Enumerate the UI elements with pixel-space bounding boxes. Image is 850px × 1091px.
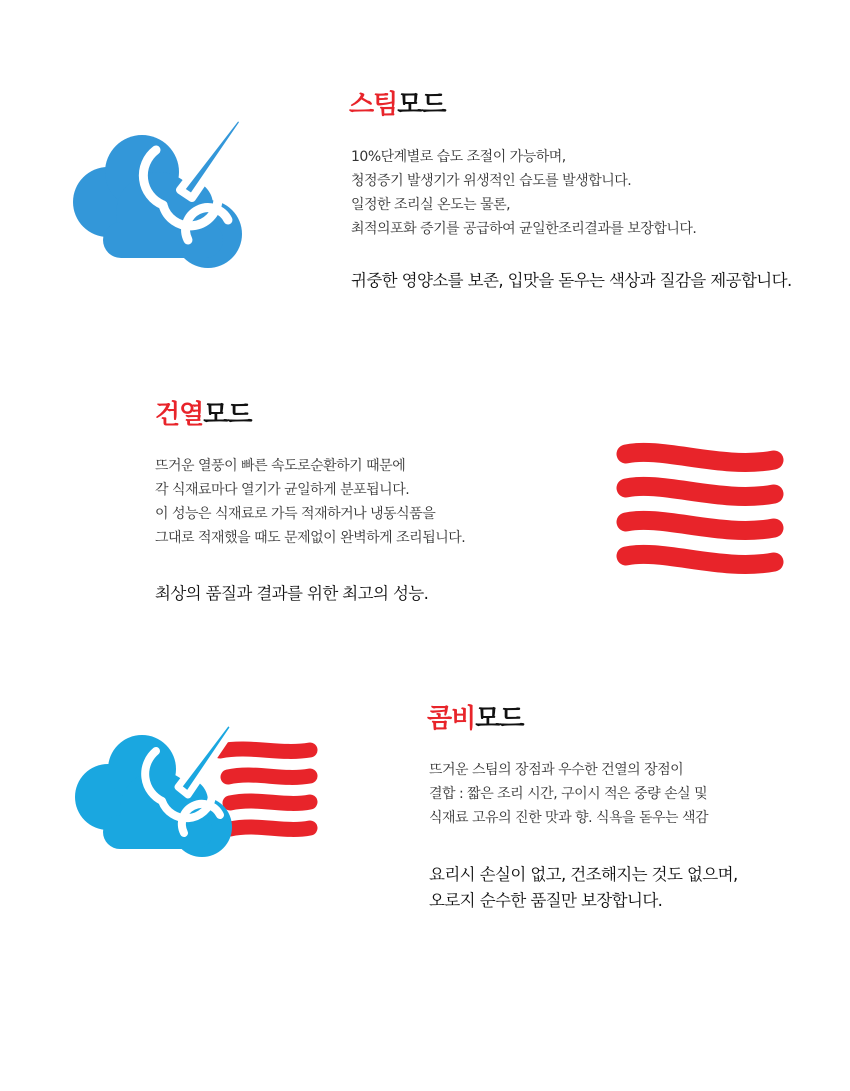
steam-desc-line: 일정한 조리실 온도는 물론, (351, 197, 511, 213)
convection-title-highlight: 건열 (155, 400, 204, 430)
hot-air-waves-icon (612, 438, 787, 588)
steam-title-highlight: 스팀 (349, 90, 398, 120)
convection-mode-title (155, 400, 251, 430)
combi-desc-line: 결합 : 짧은 조리 시간, 구이시 적은 중량 손실 및 (429, 786, 708, 802)
combi-desc-line: 식재료 고유의 진한 맛과 향. 식욕을 돋우는 색감 (429, 810, 709, 826)
combi-title-rest: 모드 (475, 704, 524, 734)
convection-title-rest: 모드 (203, 400, 252, 430)
combi-tagline (429, 862, 738, 914)
combi-description (429, 758, 708, 830)
combi-desc-line: 뜨거운 스팀의 장점과 우수한 건열의 장점이 (429, 762, 684, 778)
steam-desc-line: 10%단계별로 습도 조절이 가능하며, (351, 149, 566, 165)
steam-tagline (351, 268, 792, 294)
convection-desc-line: 그대로 적재했을 때도 문제없이 완벽하게 조리됩니다. (155, 530, 466, 546)
steam-description (351, 145, 696, 241)
steam-desc-line: 청정증기 발생기가 위생적인 습도를 발생합니다. (351, 173, 632, 189)
combi-tagline-line: 오로지 순수한 품질만 보장합니다. (429, 891, 663, 910)
steam-desc-line: 최적의포화 증기를 공급하여 균일한조리결과를 보장합니다. (351, 221, 697, 237)
convection-desc-line: 이 성능은 식재료로 가득 적재하거나 냉동식품을 (155, 506, 436, 522)
steam-mode-title (349, 90, 445, 120)
combi-mode-title (427, 704, 523, 734)
convection-desc-line: 뜨거운 열풍이 빠른 속도로순환하기 때문에 (155, 458, 406, 474)
convection-desc-line: 각 식재료마다 열기가 균일하게 분포됩니다. (155, 482, 410, 498)
steam-cloud-icon (68, 110, 253, 272)
combi-tagline-line: 요리시 손실이 없고, 건조해지는 것도 없으며, (429, 865, 738, 884)
steam-title-rest: 모드 (397, 90, 446, 120)
steam-tagline-line: 귀중한 영양소를 보존, 입맛을 돋우는 색상과 질감을 제공합니다. (351, 271, 792, 290)
convection-tagline (155, 581, 428, 607)
combi-steam-heat-icon (70, 715, 322, 865)
convection-tagline-line: 최상의 품질과 결과를 위한 최고의 성능. (155, 584, 429, 603)
convection-description (155, 454, 465, 550)
combi-title-highlight: 콤비 (427, 704, 476, 734)
